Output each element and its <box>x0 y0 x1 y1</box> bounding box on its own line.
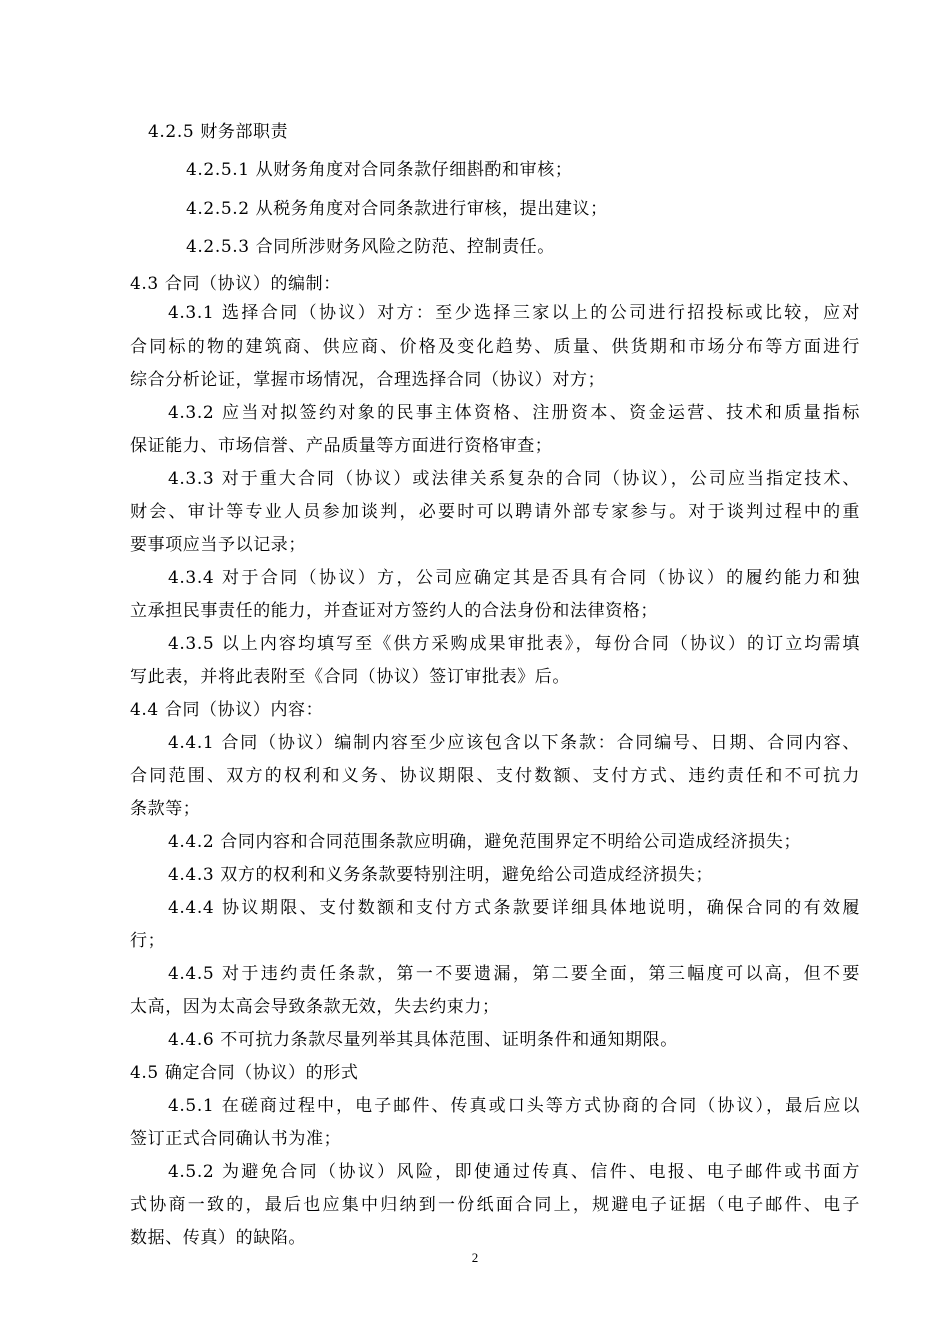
heading-4-4: 4.4 合同（协议）内容： <box>130 700 324 720</box>
paragraph-line: 4.4.6 不可抗力条款尽量列举其具体范围、证明条件和通知期限。 <box>168 1030 678 1050</box>
paragraph-line: 财会、审计等专业人员参加谈判，必要时可以聘请外部专家参与。对于谈判过程中的重 <box>130 502 860 522</box>
paragraph-line: 4.3.1 选择合同（协议）对方：至少选择三家以上的公司进行招投标或比较，应对 <box>168 303 860 323</box>
paragraph-line: 4.3.4 对于合同（协议）方，公司应确定其是否具有合同（协议）的履约能力和独 <box>168 568 860 588</box>
paragraph-line: 4.5.2 为避免合同（协议）风险，即使通过传真、信件、电报、电子邮件或书面方 <box>168 1162 860 1182</box>
paragraph-line: 数据、传真）的缺陷。 <box>130 1228 306 1248</box>
paragraph-line: 4.4.3 双方的权利和义务条款要特别注明，避免给公司造成经济损失； <box>168 865 714 885</box>
paragraph-line: 合同范围、双方的权利和义务、协议期限、支付数额、支付方式、违约责任和不可抗力 <box>130 766 860 786</box>
paragraph-line: 合同标的物的建筑商、供应商、价格及变化趋势、质量、供货期和市场分布等方面进行 <box>130 337 860 357</box>
paragraph-line: 4.4.2 合同内容和合同范围条款应明确，避免范围界定不明给公司造成经济损失； <box>168 832 802 852</box>
paragraph-line: 式协商一致的，最后也应集中归纳到一份纸面合同上，规避电子证据（电子邮件、电子 <box>130 1195 860 1215</box>
paragraph-line: 签订正式合同确认书为准； <box>130 1129 342 1149</box>
paragraph-line: 行； <box>130 931 166 951</box>
paragraph-line: 条款等； <box>130 799 201 819</box>
heading-4-3: 4.3 合同（协议）的编制： <box>130 274 341 294</box>
paragraph-line: 4.3.3 对于重大合同（协议）或法律关系复杂的合同（协议），公司应当指定技术、 <box>168 469 860 489</box>
paragraph-line: 4.4.1 合同（协议）编制内容至少应该包含以下条款：合同编号、日期、合同内容、 <box>168 733 860 753</box>
paragraph-line: 综合分析论证，掌握市场情况，合理选择合同（协议）对方； <box>130 370 606 390</box>
paragraph-line: 4.4.5 对于违约责任条款，第一不要遗漏，第二要全面，第三幅度可以高，但不要 <box>168 964 860 984</box>
heading-4-2-5: 4.2.5 财务部职责 <box>148 122 289 142</box>
page-number: 2 <box>471 1250 479 1265</box>
paragraph-line: 4.5.1 在磋商过程中，电子邮件、传真或口头等方式协商的合同（协议），最后应以 <box>168 1096 860 1116</box>
heading-4-5: 4.5 确定合同（协议）的形式 <box>130 1063 359 1083</box>
paragraph-line: 立承担民事责任的能力，并查证对方签约人的合法身份和法律资格； <box>130 601 658 621</box>
paragraph-line: 4.3.5 以上内容均填写至《供方采购成果审批表》，每份合同（协议）的订立均需填 <box>168 634 860 654</box>
item-4-2-5-2: 4.2.5.2 从税务角度对合同条款进行审核，提出建议； <box>186 199 608 219</box>
item-4-2-5-1: 4.2.5.1 从财务角度对合同条款仔细斟酌和审核； <box>186 160 573 180</box>
item-4-2-5-3: 4.2.5.3 合同所涉财务风险之防范、控制责任。 <box>186 237 555 257</box>
paragraph-line: 4.3.2 应当对拟签约对象的民事主体资格、注册资本、资金运营、技术和质量指标 <box>168 403 860 423</box>
paragraph-line: 写此表，并将此表附至《合同（协议）签订审批表》后。 <box>130 667 570 687</box>
paragraph-line: 保证能力、市场信誉、产品质量等方面进行资格审查； <box>130 436 553 456</box>
paragraph-line: 要事项应当予以记录； <box>130 535 306 555</box>
paragraph-line: 太高，因为太高会导致条款无效，失去约束力； <box>130 997 500 1017</box>
paragraph-line: 4.4.4 协议期限、支付数额和支付方式条款要详细具体地说明，确保合同的有效履 <box>168 898 860 918</box>
